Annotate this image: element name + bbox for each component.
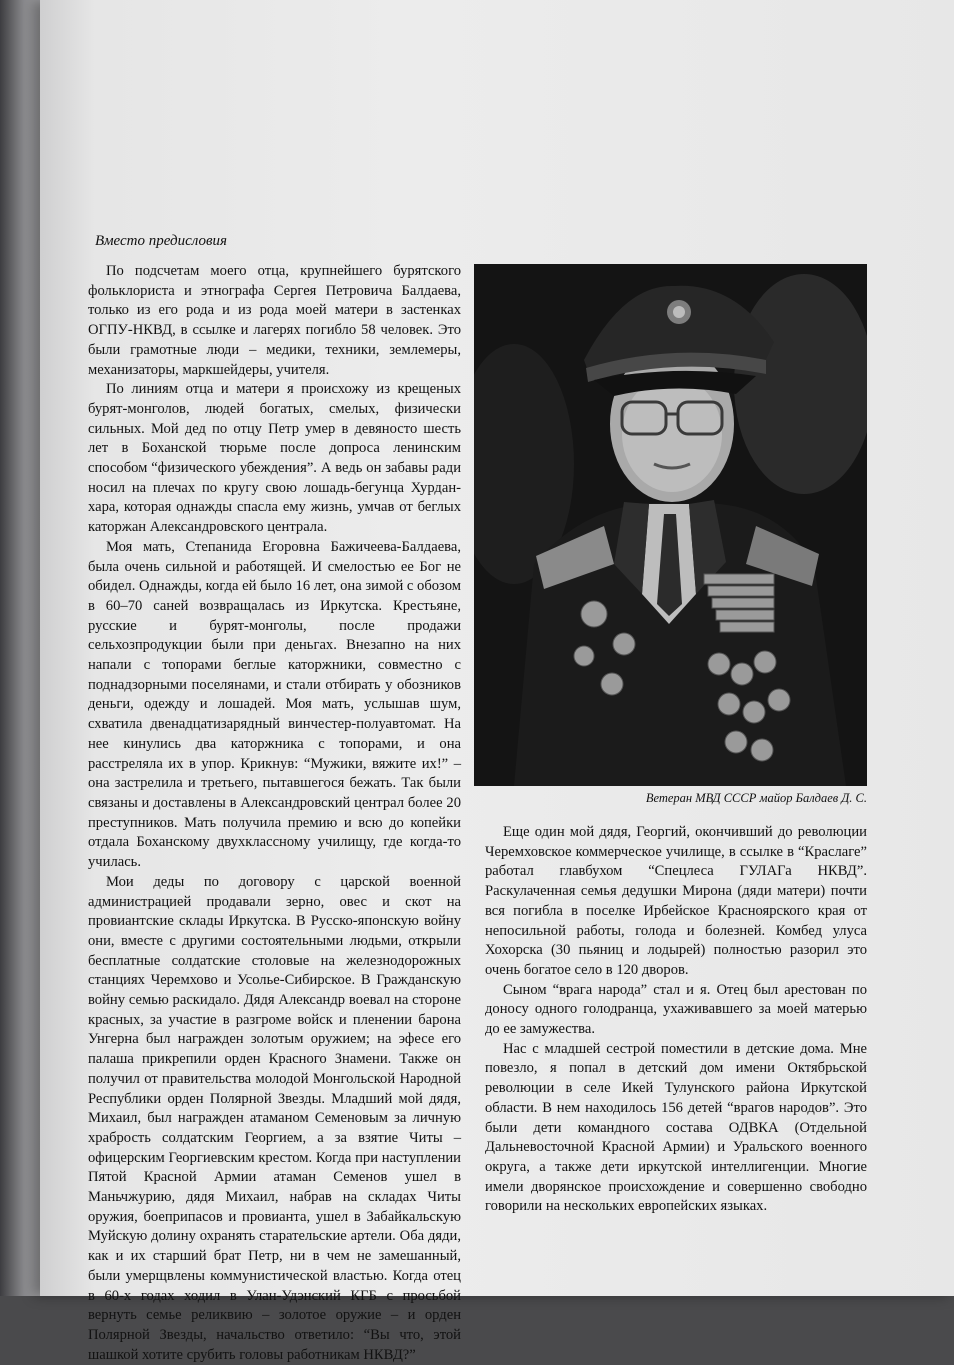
section-heading: Вместо предисловия (95, 233, 227, 249)
bleed-through-text (360, 80, 820, 260)
paragraph: Сыном “врага народа” стал и я. Отец был арестован по доносу одного голодранца, ухаживавшего за моей матерью до ее замужества. (485, 981, 867, 1038)
photo-caption: Ветеран МВД СССР майор Балдаев Д. С. (645, 791, 867, 805)
paragraph: Мои деды по договору с царской военной администрацией продавали зерно, овес и скот на провиантские склады Иркутска. В Русско-японскую войну они, вместе с другими состоятельными людьми, открыли бесплатные солдатские столовые на железнодорожных станциях Черемхово и Усолье-Сибирское. В Гражданскую войну семью раскидало. Дядя Александр воевал на стороне красных, за участие в разгроме войск и пленении барона Унгерна был награжден золотым оружием; на эфесе его палаша прикрепили орден Красного Знамени. Также он получил от правительства молодой Монгольской Народной Республики орден Полярной Звезды. Младший мой дядя, Михаил, был награжден атаманом Семеновым за личную храбрость солдатским Георгием, а за взятие Читы – офицерским Георгиевским крестом. Когда при наступлении Пятой Красной Армии атаман Семенов ушел в Маньчжурию, дядя Михаил, набрав на складах Читы оружия, боеприпасов и провианта, ушел в Забайкальскую Муйскую долину охранять старательские артели. Оба дяди, как и их старший брат Петр, ни в чем не замешанный, были умерщвлены коммунистической властью. Когда отец в 60-х годах ходил в Улан-Удэнский КГБ с просьбой вернуть семье реликвию – золотое оружие – и орден Полярной Звезды, начальство ответило: “Вы что, этой шашкой хотите срубить головы работникам НКВД?” (88, 873, 461, 1363)
left-text-column (88, 262, 461, 1365)
portrait-photo (474, 264, 867, 786)
paragraph: По подсчетам моего отца, крупнейшего бурятского фольклориста и этнографа Сергея Петровича Балдаева, только из его рода и из рода моей матери в застенках ОГПУ-НКВД, в ссылке и лагерях погибло 58 человек. Это были грамотные люди – медики, техники, землемеры, механизаторы, маркшейдеры, учителя. (88, 263, 461, 378)
paragraph: По линиям отца и матери я происхожу из крещеных бурят-монголов, людей богатых, смелых, физически сильных. Мой дед по отцу Петр умер в девяносто шесть лет в Боханской тюрьме после допроса ленинским способом “физического убеждения”. А ведь он забавы ради носил на плечах по кругу свою лошадь-бегунца Хурдан-хара, которая однажды спасла ему жизнь, умчав от беглых каторжан Александровского централа. (88, 381, 461, 536)
right-text-column (485, 823, 867, 1217)
paragraph: Моя мать, Степанида Егоровна Бажичеева-Балдаева, была очень сильной и работящей. И смелостью ее Бог не обидел. Однажды, когда ей было 16 лет, она зимой с обозом в 60–70 саней возвращалась из Иркутска. Крестьяне, русские и бурят-монголы, после продажи сельхозпродукции были при деньгах. Внезапно на них напали с топорами беглые каторжники, совместно с поднадзорными поселянами, и стали отбирать у обозников деньги, одежду и лошадей. Моя мать, услышав шум, схватила двенадцатизарядный винчестер-полуавтомат. На нее кинулись два каторжника с топорами, и она расстреляла их в упор. Крикнув: “Мужики, вяжите их!” – она застрелила и третьего, пытавшегося бежать. Так были связаны и доставлены в Александровский централ более 20 преступников. Мать получила премию и всю до копейки отдала Боханскому двухклассному училищу, где когда-то училась. (88, 538, 461, 871)
paragraph: Еще один мой дядя, Георгий, окончивший до революции Черемховское коммерческое училище, в ссылке в “Краслаге” работал главбухом “Спецлеса ГУЛАГа НКВД”. Раскулаченная семья дедушки Мирона (дяди матери) почти вся погибла в поселке Ирбейское Красноярского края от непосильной работы, голода и болезней. Комбед улуса Хохорска (30 пьяниц и лодырей) полностью разорил это очень богатое село в 120 дворов. (485, 824, 867, 978)
paragraph: Нас с младшей сестрой поместили в детские дома. Мне повезло, я попал в детский дом имени Октябрьской революции в селе Икей Тулунского района Иркутской области. В нем находилось 156 детей “врагов народов”. Это были дети командного состава ОДВКА (Отдельной Дальневосточной Красной Армии) и Уральского военного округа, а также дети иркутской интеллигенции. Многие имели дворянское происхождение и совершенно свободно говорили на нескольких европейских языках. (485, 1040, 867, 1215)
